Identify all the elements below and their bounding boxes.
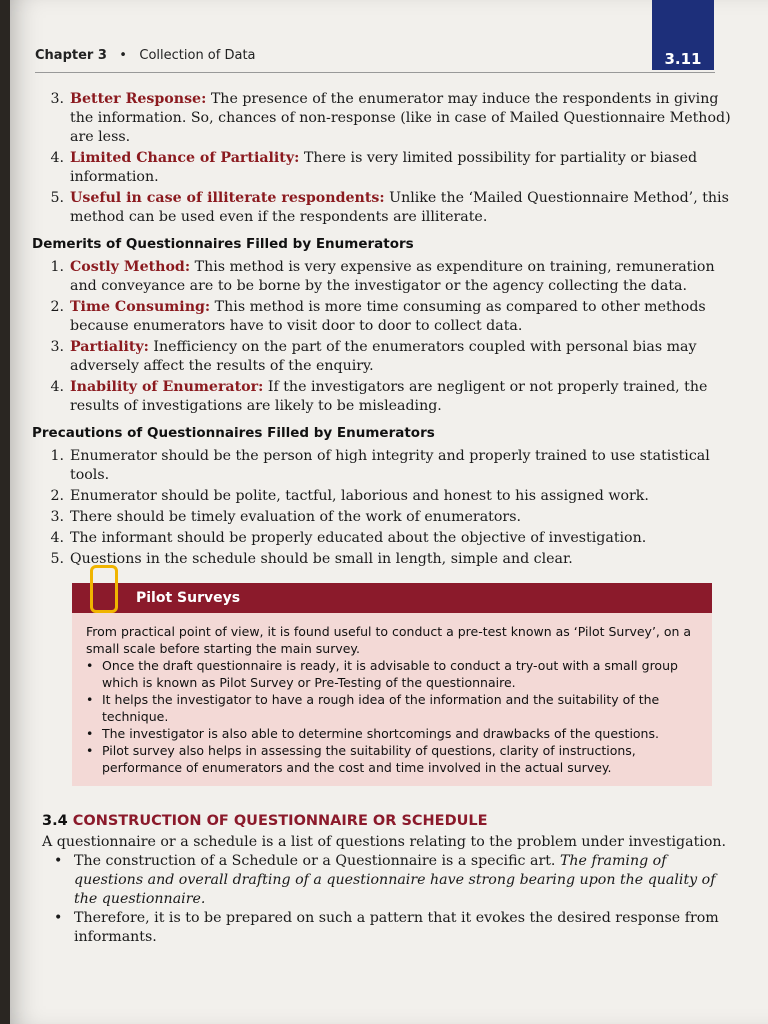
section-number: 3.4 xyxy=(42,813,68,829)
item-number: 3. xyxy=(50,339,64,355)
item-text: This method is very expensive as expenditure on training, remuneration and conveyance are to be borne by the investigator or the agency collecting the data. xyxy=(70,259,715,294)
list-item xyxy=(86,657,698,691)
bullet-icon: • xyxy=(54,910,63,926)
section-heading xyxy=(42,812,732,831)
item-term: Partiality: xyxy=(70,339,149,355)
header-divider xyxy=(35,72,715,73)
list-item xyxy=(32,447,732,485)
demerits-heading: Demerits of Questionnaires Filled by Enumerators xyxy=(32,236,414,252)
bullet-icon: • xyxy=(86,692,94,707)
box-bullet-text: It helps the investigator to have a rough idea of the information and the suitability of the technique. xyxy=(102,692,660,724)
item-term: Time Consuming: xyxy=(70,299,211,315)
merits-list xyxy=(32,90,732,227)
precautions-list xyxy=(32,447,732,569)
bullet-icon: • xyxy=(86,658,94,673)
item-term: Costly Method: xyxy=(70,259,191,275)
item-text: The presence of the enumerator may induce the respondents in giving the information. So, chances of non-response (like in case of Mailed Questionnaire Method) are less. xyxy=(70,91,731,145)
list-item xyxy=(32,550,732,569)
box-intro: From practical point of view, it is found useful to conduct a pre-test known as ‘Pilot Survey’, on a small scale before starting the main survey. xyxy=(86,624,692,656)
item-number: 3. xyxy=(50,509,64,525)
item-number: 5. xyxy=(50,551,64,567)
list-item xyxy=(32,338,732,376)
list-item xyxy=(86,742,698,776)
running-header xyxy=(35,48,256,63)
bullet-icon: • xyxy=(86,743,94,758)
item-number: 3. xyxy=(50,91,64,107)
chapter-title: Collection of Data xyxy=(139,48,256,63)
list-item xyxy=(54,909,732,947)
list-item xyxy=(32,487,732,506)
bookmark-icon xyxy=(90,565,118,613)
item-term: Useful in case of illiterate respondents: xyxy=(70,190,385,206)
item-number: 5. xyxy=(50,190,64,206)
list-item xyxy=(86,725,698,742)
page-number-tab xyxy=(652,0,714,70)
bullet-italic-text: The framing of questions and overall drafting of a questionnaire have strong bearing upon the quality of the questionnaire. xyxy=(74,853,716,907)
item-term: Better Response: xyxy=(70,91,207,107)
pilot-surveys-box xyxy=(72,583,712,786)
box-bullet-text: Pilot survey also helps in assessing the suitability of questions, clarity of instructions, performance of enumerators and the cost and time involved in the actual survey. xyxy=(102,743,636,775)
section-title: CONSTRUCTION OF QUESTIONNAIRE OR SCHEDULE xyxy=(72,813,488,829)
list-item xyxy=(32,90,732,147)
item-text: This method is more time consuming as compared to other methods because enumerators have to visit door to door to collect data. xyxy=(70,299,706,334)
item-text: There should be timely evaluation of the work of enumerators. xyxy=(70,509,521,525)
item-number: 2. xyxy=(50,299,64,315)
item-text: Unlike the ‘Mailed Questionnaire Method’, this method can be used even if the respondents are illiterate. xyxy=(70,190,729,225)
bullet-icon: • xyxy=(86,726,94,741)
bullet-text: Therefore, it is to be prepared on such a pattern that it evokes the desired response from informants. xyxy=(74,910,719,945)
list-item xyxy=(32,258,732,296)
item-text: If the investigators are negligent or not properly trained, the results of investigations are likely to be misleading. xyxy=(70,379,708,414)
box-bullet-text: Once the draft questionnaire is ready, it is advisable to conduct a try-out with a small group which is known as Pilot Survey or Pre-Testing of the questionnaire. xyxy=(102,658,678,690)
book-page xyxy=(10,0,768,1024)
item-number: 4. xyxy=(50,530,64,546)
list-item xyxy=(32,378,732,416)
list-item xyxy=(32,189,732,227)
box-bullet-text: The investigator is also able to determine shortcomings and drawbacks of the questions. xyxy=(102,726,659,741)
item-number: 4. xyxy=(50,150,64,166)
item-text: The informant should be properly educated about the objective of investigation. xyxy=(70,530,647,546)
box-title: Pilot Surveys xyxy=(72,583,712,613)
list-item xyxy=(54,852,732,909)
chapter-label: Chapter 3 xyxy=(35,48,107,63)
bullet-icon: • xyxy=(54,853,63,869)
item-text: Enumerator should be the person of high integrity and properly trained to use statistical tools. xyxy=(70,448,710,483)
list-item xyxy=(86,691,698,725)
list-item xyxy=(32,149,732,187)
item-number: 2. xyxy=(50,488,64,504)
page-number: 3.11 xyxy=(664,50,702,68)
item-number: 1. xyxy=(50,448,64,464)
bullet-text: The construction of a Schedule or a Questionnaire is a specific art. xyxy=(74,853,560,869)
item-term: Limited Chance of Partiality: xyxy=(70,150,300,166)
item-number: 1. xyxy=(50,259,64,275)
demerits-list xyxy=(32,258,732,416)
precautions-heading: Precautions of Questionnaires Filled by Enumerators xyxy=(32,425,435,441)
list-item xyxy=(32,529,732,548)
list-item xyxy=(32,508,732,527)
header-separator: • xyxy=(119,48,127,63)
item-text: Questions in the schedule should be small in length, simple and clear. xyxy=(70,551,573,567)
list-item xyxy=(32,298,732,336)
page-content xyxy=(32,90,732,947)
item-number: 4. xyxy=(50,379,64,395)
item-text: There is very limited possibility for partiality or biased information. xyxy=(70,150,698,185)
item-term: Inability of Enumerator: xyxy=(70,379,264,395)
section-paragraph: A questionnaire or a schedule is a list of questions relating to the problem under investigation. xyxy=(42,834,727,850)
item-text: Enumerator should be polite, tactful, laborious and honest to his assigned work. xyxy=(70,488,649,504)
item-text: Inefficiency on the part of the enumerators coupled with personal bias may adversely affect the results of the enquiry. xyxy=(70,339,697,374)
